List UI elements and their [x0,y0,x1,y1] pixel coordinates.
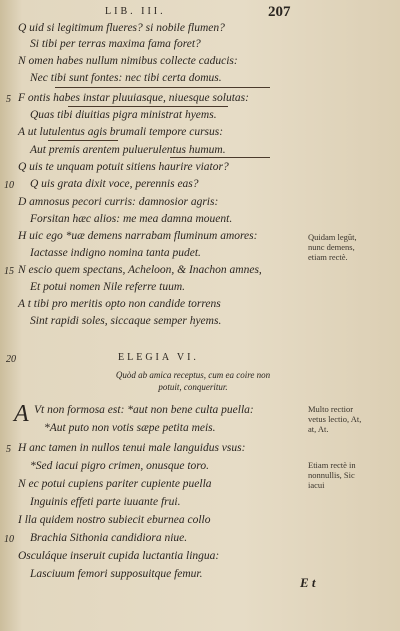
verse-line: A t tibi pro meritis opto non candide torrens [18,298,221,310]
margin-note: Etiam rectè in nonnullis, Sic iacui [308,460,356,490]
ink-underline [170,157,270,158]
margin-note: Multo rectior vetus lectio, At, at, At. [308,404,362,434]
line-number: 10 [4,534,14,545]
line-number: 10 [4,180,14,191]
verse-line: *Aut puto non votis sæpe petita meis. [44,422,216,434]
verse-line: Q uid si legitimum flueres? si nobile flumen? [18,22,225,34]
verse-line: Q uis te unquam potuit sitiens haurire viator? [18,161,229,173]
verse-line: Q uis grata dixit voce, perennis eas? [30,178,199,190]
line-number: 5 [6,444,11,455]
verse-line: Et potui nomen Nile referre tuum. [30,281,186,293]
line-number: 15 [4,266,14,277]
verse-line: Lasciuum femori supposuitque femur. [30,568,203,580]
verse-line: Inguinis effeti parte iuuante frui. [30,496,181,508]
elegy-argument: Quòd ab amica receptus, cum ea coire non [115,370,271,380]
running-head: LIB. III. [105,6,166,17]
elegy-title: ELEGIA VI. [118,352,199,363]
margin-note: Quidam legũt, nunc demens, etiam rectè. [308,232,357,262]
verse-line: *Sed iacui pigro crimen, onusque toro. [30,460,209,472]
verse-line: Sint rapidi soles, siccaque semper hyems. [30,315,222,327]
page-header [0,4,400,24]
verse-line: A ut lutulentus agis brumali tempore cursus: [18,126,224,138]
line-number: 20 [6,354,16,365]
ink-underline [48,140,118,141]
line-number: 5 [6,94,11,105]
verse-line: Si tibi per terras maxima fama foret? [30,38,201,50]
verse-line: Nec tibi sunt fontes: nec tibi certa domus. [30,72,222,84]
verse-line: D amnosus pecori curris: damnosior agris: [18,196,219,208]
verse-line: Brachia Sithonia candidiora niue. [30,532,188,544]
verse-line: Quas tibi diuitias pigra ministrat hyems. [30,109,217,121]
verse-line: Forsitan hæc alios: me mea damna mouent. [30,213,233,225]
verse-line: Vt non formosa est: *aut non bene culta puella: [34,404,254,416]
verse-line: F ontis habes instar pluuiasque, niuesque solutas: [18,92,249,104]
verse-line: Osculáque inseruit cupida luctantia lingua: [18,550,220,562]
elegy-argument: potuit, conqueritur. [158,382,228,392]
verse-line: Aut premis arentem puluerulentus humum. [30,144,226,156]
verse-line: H anc tamen in nullos tenui male languidus vsus: [18,442,246,454]
page-number: 207 [268,4,291,20]
verse-line: I lla quidem nostro subiecit eburnea collo [18,514,211,526]
verse-line: Iactasse indigno nomina tanta pudet. [30,247,201,259]
ink-underline [68,106,228,107]
verse-line: N ec potui cupiens pariter cupiente puella [18,478,212,490]
catchword: E t [300,575,316,590]
verse-line: N omen habes nullum nimibus collecte caducis: [18,55,238,67]
verse-line: N escio quem spectans, Acheloon, & Inachon amnes, [18,264,262,276]
initial-letter: A [14,401,29,427]
verse-line: H uic ego *uæ demens narrabam fluminum amores: [18,230,258,242]
ink-underline [55,87,270,88]
